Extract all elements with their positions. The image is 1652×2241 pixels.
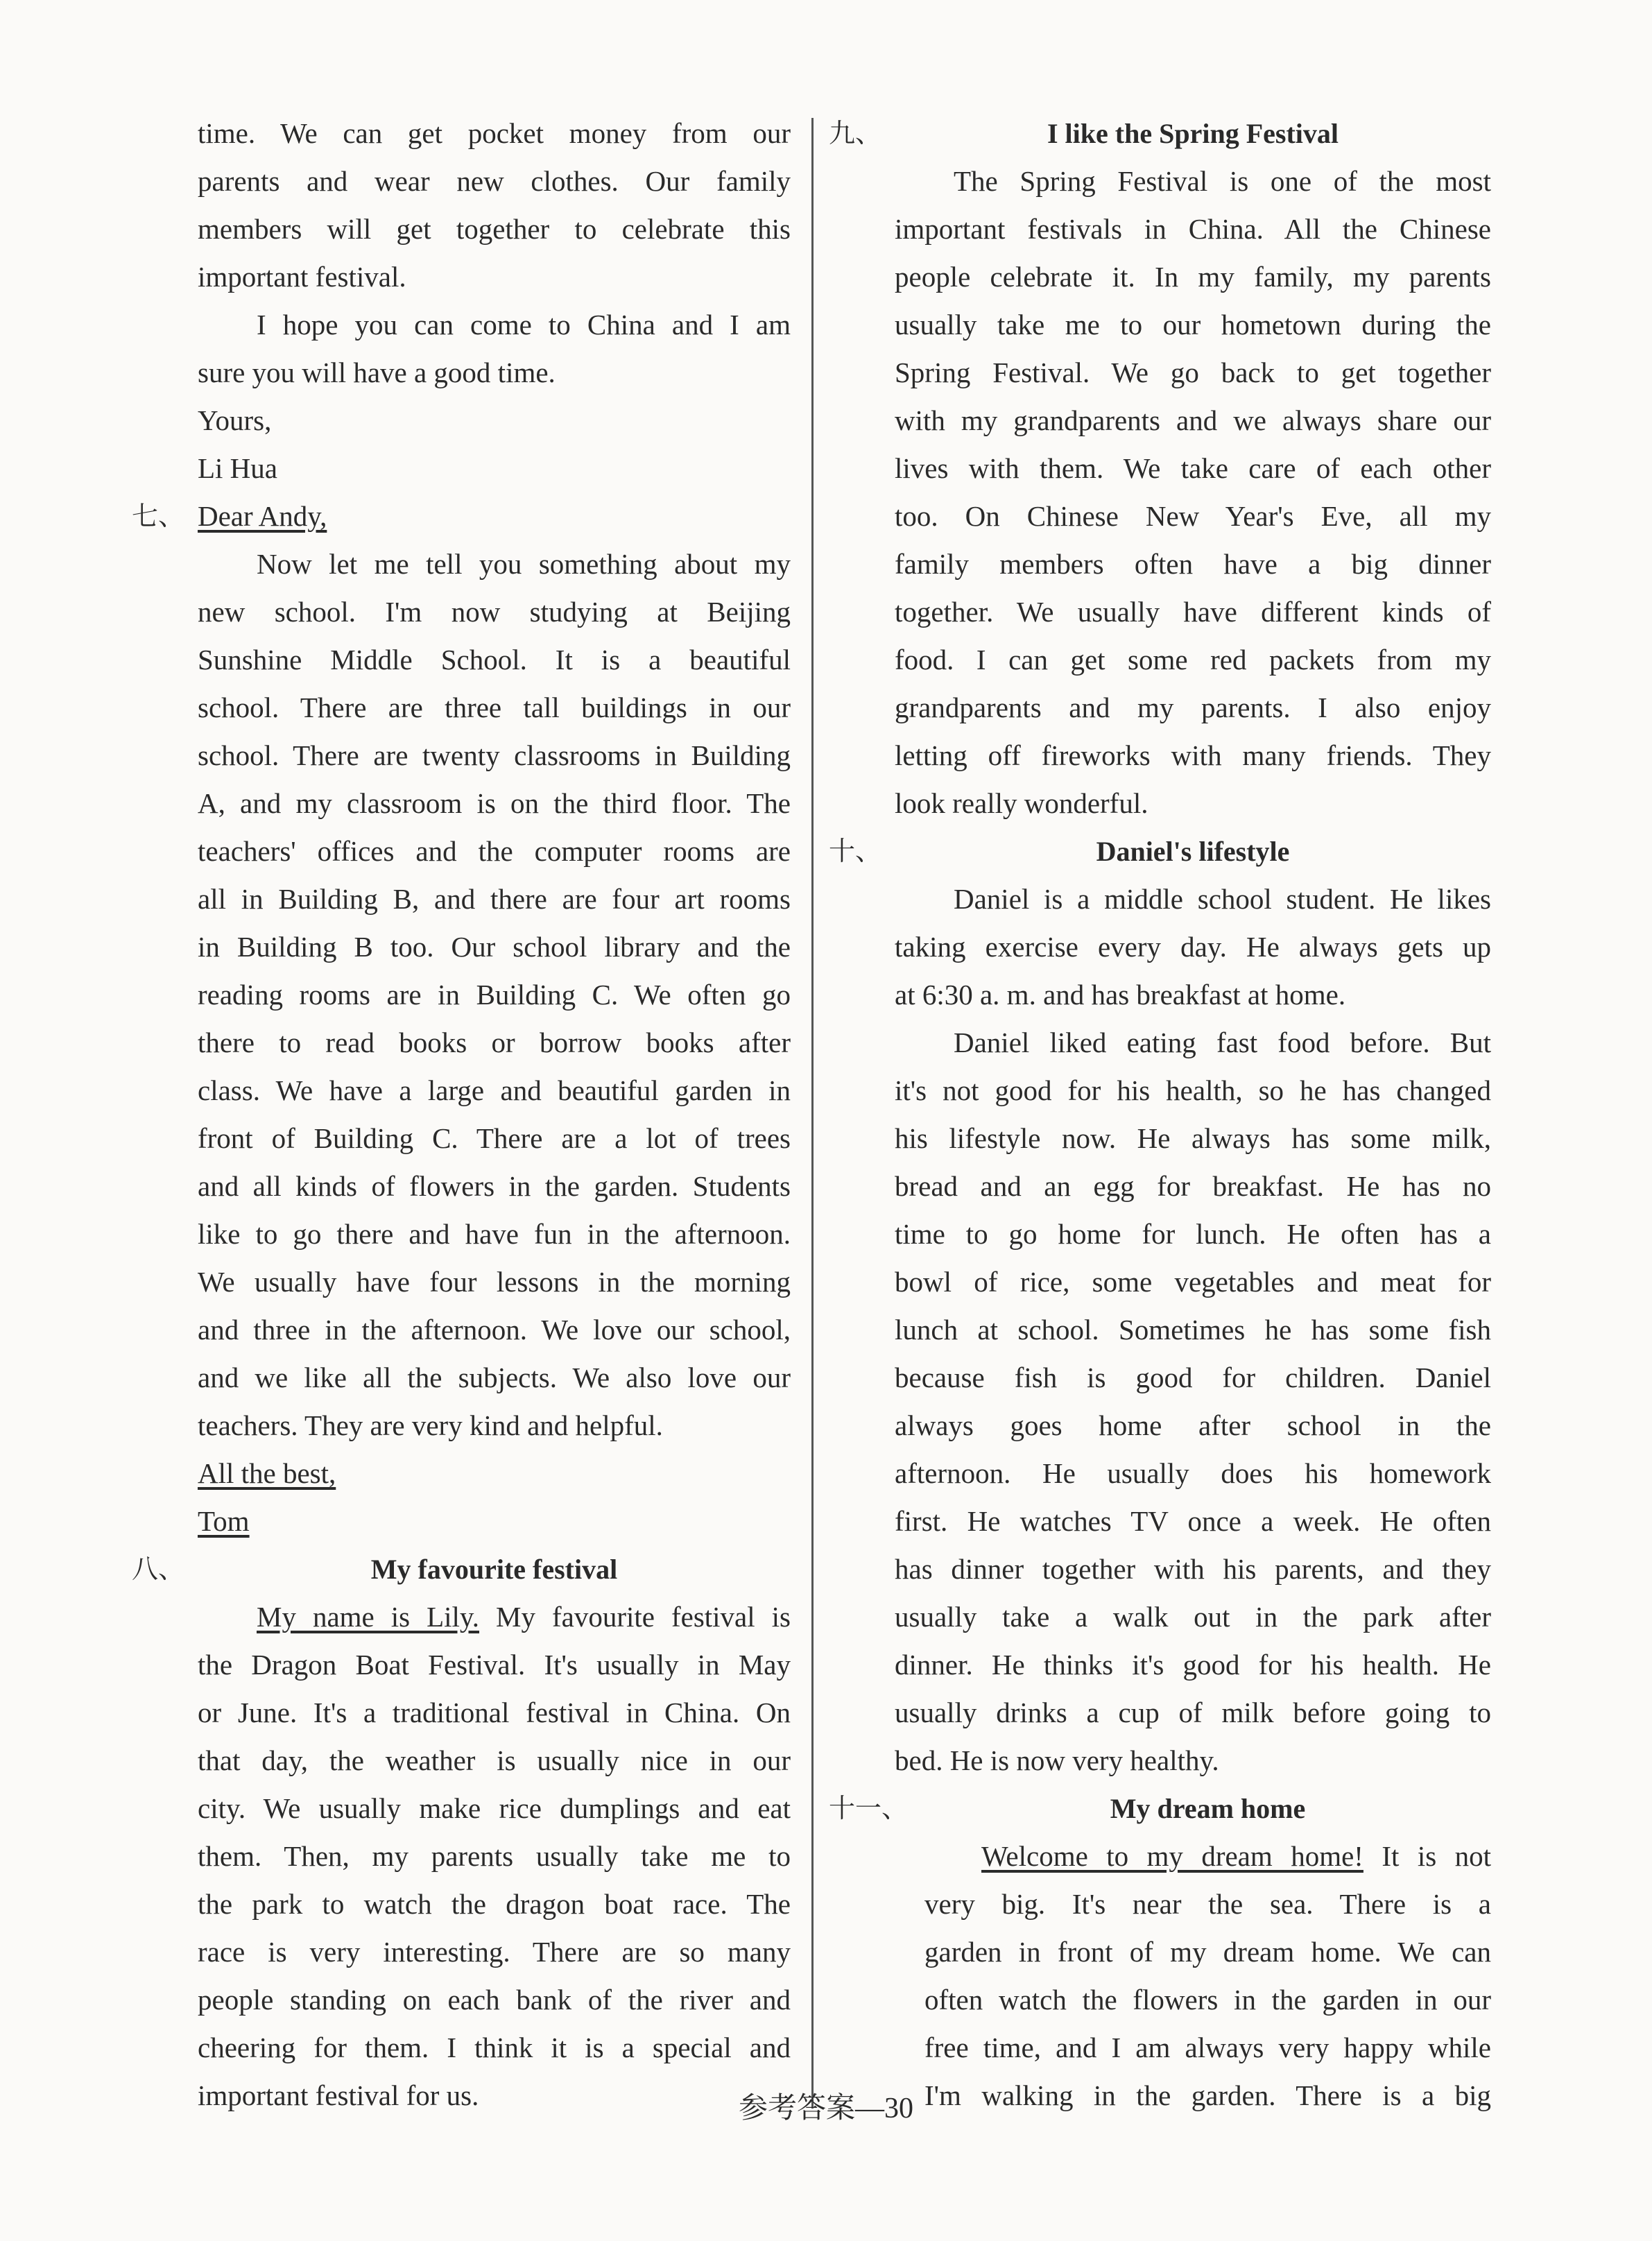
text-line: and we like all the subjects. We also love our bbox=[198, 1362, 791, 1393]
section-11-header bbox=[829, 1785, 1491, 1832]
section-number: 八、 bbox=[132, 1554, 185, 1584]
letter-signature: Li Hua bbox=[198, 452, 277, 484]
section-8-header bbox=[132, 1545, 791, 1593]
text-line: Welcome to my dream home! It is not bbox=[981, 1840, 1491, 1872]
text-line: cheering for them. I think it is a special and bbox=[198, 2032, 791, 2063]
text-line: people standing on each bank of the river and bbox=[198, 1984, 791, 2016]
text-line: with my grandparents and we always share our bbox=[895, 404, 1491, 436]
text-line: class. We have a large and beautiful garden in bbox=[198, 1074, 791, 1106]
text-line: taking exercise every day. He always gets up bbox=[895, 931, 1491, 963]
section-title: Daniel's lifestyle bbox=[1096, 836, 1290, 867]
text-line: that day, the weather is usually nice in our bbox=[198, 1744, 791, 1776]
text-line: all in Building B, and there are four art rooms bbox=[198, 883, 791, 915]
text-line: there to read books or borrow books after bbox=[198, 1027, 791, 1058]
section-title: My dream home bbox=[1110, 1793, 1306, 1824]
text-line: in Building B too. Our school library and the bbox=[198, 931, 791, 963]
section-10-body bbox=[829, 875, 1491, 1785]
text-line: his lifestyle now. He always has some milk, bbox=[895, 1122, 1491, 1154]
letter-salutation: Dear Andy, bbox=[198, 500, 327, 532]
text-line: it's not good for his health, so he has changed bbox=[895, 1074, 1491, 1106]
text-line: always goes home after school in the bbox=[895, 1409, 1491, 1441]
left-column bbox=[132, 110, 791, 2120]
text-line: important festival for us. bbox=[198, 2079, 479, 2111]
text-line: sure you will have a good time. bbox=[198, 357, 556, 388]
section-number: 十一、 bbox=[829, 1793, 909, 1823]
text-line: teachers' offices and the computer rooms are bbox=[198, 835, 791, 867]
text-line: bed. He is now very healthy. bbox=[895, 1744, 1219, 1776]
text-line: lives with them. We take care of each other bbox=[895, 452, 1491, 484]
text-line: We usually have four lessons in the morning bbox=[198, 1266, 791, 1298]
hope-paragraph bbox=[132, 301, 791, 397]
section-9-header bbox=[829, 110, 1491, 157]
text-line: My name is Lily. My favourite festival is bbox=[257, 1601, 791, 1633]
underlined-opening: Welcome to my dream home! bbox=[981, 1840, 1363, 1872]
text-line: race is very interesting. There are so many bbox=[198, 1936, 791, 1968]
text-line: the park to watch the dragon boat race. The bbox=[198, 1888, 791, 1920]
text-line: I hope you can come to China and I am bbox=[257, 309, 791, 341]
text-line: important festivals in China. All the Chinese bbox=[895, 213, 1491, 245]
letter-signature: Tom bbox=[198, 1505, 250, 1537]
text-line: time to go home for lunch. He often has a bbox=[895, 1218, 1491, 1250]
text-line: together. We usually have different kinds of bbox=[895, 596, 1491, 628]
text-line: city. We usually make rice dumplings and eat bbox=[198, 1792, 791, 1824]
text-line: front of Building C. There are a lot of trees bbox=[198, 1122, 791, 1154]
text-line: or June. It's a traditional festival in China. On bbox=[198, 1697, 791, 1728]
text-line: school. There are three tall buildings in our bbox=[198, 692, 791, 723]
section-7-header bbox=[132, 492, 791, 540]
text-line: members will get together to celebrate this bbox=[198, 213, 791, 245]
text-line: usually take me to our hometown during the bbox=[895, 309, 1491, 341]
text-line: reading rooms are in Building C. We often go bbox=[198, 979, 791, 1011]
section-number: 七、 bbox=[132, 501, 185, 531]
text-line: I'm walking in the garden. There is a big bbox=[924, 2079, 1491, 2111]
text-line: usually drinks a cup of milk before going to bbox=[895, 1697, 1491, 1728]
text-line: free time, and I am always very happy while bbox=[924, 2032, 1491, 2063]
text-line: too. On Chinese New Year's Eve, all my bbox=[895, 500, 1491, 532]
section-8-body bbox=[132, 1593, 791, 2120]
section-number: 十、 bbox=[829, 836, 882, 866]
text-line: school. There are twenty classrooms in Building bbox=[198, 739, 791, 771]
text-line: Now let me tell you something about my bbox=[257, 548, 791, 580]
text-line: letting off fireworks with many friends. They bbox=[895, 739, 1491, 771]
text-line: family members often have a big dinner bbox=[895, 548, 1491, 580]
section-11-body bbox=[829, 1832, 1491, 2120]
text-line: them. Then, my parents usually take me to bbox=[198, 1840, 791, 1872]
text-line: at 6:30 a. m. and has breakfast at home. bbox=[895, 979, 1346, 1011]
text-line: teachers. They are very kind and helpful. bbox=[198, 1409, 663, 1441]
right-column bbox=[829, 110, 1491, 2120]
text-line: has dinner together with his parents, and they bbox=[895, 1553, 1491, 1585]
text-line: A, and my classroom is on the third floor. The bbox=[198, 787, 791, 819]
text-line: because fish is good for children. Daniel bbox=[895, 1362, 1491, 1393]
text-line: very big. It's near the sea. There is a bbox=[924, 1888, 1491, 1920]
section-10-header bbox=[829, 827, 1491, 875]
letter-closing: All the best, bbox=[198, 1457, 336, 1489]
text-line: look really wonderful. bbox=[895, 787, 1148, 819]
text-line: time. We can get pocket money from our bbox=[198, 117, 791, 149]
column-divider bbox=[811, 118, 814, 2109]
text-line: important festival. bbox=[198, 261, 406, 293]
text-line: grandparents and my parents. I also enjoy bbox=[895, 692, 1491, 723]
text-line: lunch at school. Sometimes he has some fish bbox=[895, 1314, 1491, 1346]
text-line: people celebrate it. In my family, my parents bbox=[895, 261, 1491, 293]
text-line: Sunshine Middle School. It is a beautiful bbox=[198, 644, 791, 676]
continuation-paragraph bbox=[132, 110, 791, 301]
text-line: food. I can get some red packets from my bbox=[895, 644, 1491, 676]
text-line: and three in the afternoon. We love our school, bbox=[198, 1314, 791, 1346]
section-7-body bbox=[132, 540, 791, 1450]
text-line: bowl of rice, some vegetables and meat for bbox=[895, 1266, 1491, 1298]
text-line: often watch the flowers in the garden in our bbox=[924, 1984, 1491, 2016]
text-line: Daniel is a middle school student. He likes bbox=[954, 883, 1491, 915]
text-line: parents and wear new clothes. Our family bbox=[198, 165, 791, 197]
text-line: like to go there and have fun in the afternoon. bbox=[198, 1218, 791, 1250]
text-line: the Dragon Boat Festival. It's usually in May bbox=[198, 1649, 791, 1681]
section-9-body bbox=[829, 157, 1491, 827]
text-line: bread and an egg for breakfast. He has no bbox=[895, 1170, 1491, 1202]
text-line: usually take a walk out in the park after bbox=[895, 1601, 1491, 1633]
section-title: My favourite festival bbox=[370, 1554, 618, 1585]
letter-closing: Yours, bbox=[198, 404, 272, 436]
section-title: I like the Spring Festival bbox=[1047, 118, 1339, 149]
underlined-opening: My name is Lily. bbox=[257, 1601, 480, 1633]
text-line: The Spring Festival is one of the most bbox=[954, 165, 1491, 197]
text-line: afternoon. He usually does his homework bbox=[895, 1457, 1491, 1489]
text-line: dinner. He thinks it's good for his health. He bbox=[895, 1649, 1491, 1681]
page-footer: 参考答案—30 bbox=[738, 2093, 913, 2124]
text-line: Daniel liked eating fast food before. But bbox=[954, 1027, 1491, 1058]
text-line: Spring Festival. We go back to get together bbox=[895, 357, 1491, 388]
text-line: garden in front of my dream home. We can bbox=[924, 1936, 1491, 1968]
text-line: first. He watches TV once a week. He often bbox=[895, 1505, 1491, 1537]
text-line: new school. I'm now studying at Beijing bbox=[198, 596, 791, 628]
text-line: and all kinds of flowers in the garden. Students bbox=[198, 1170, 791, 1202]
section-number: 九、 bbox=[829, 118, 882, 148]
